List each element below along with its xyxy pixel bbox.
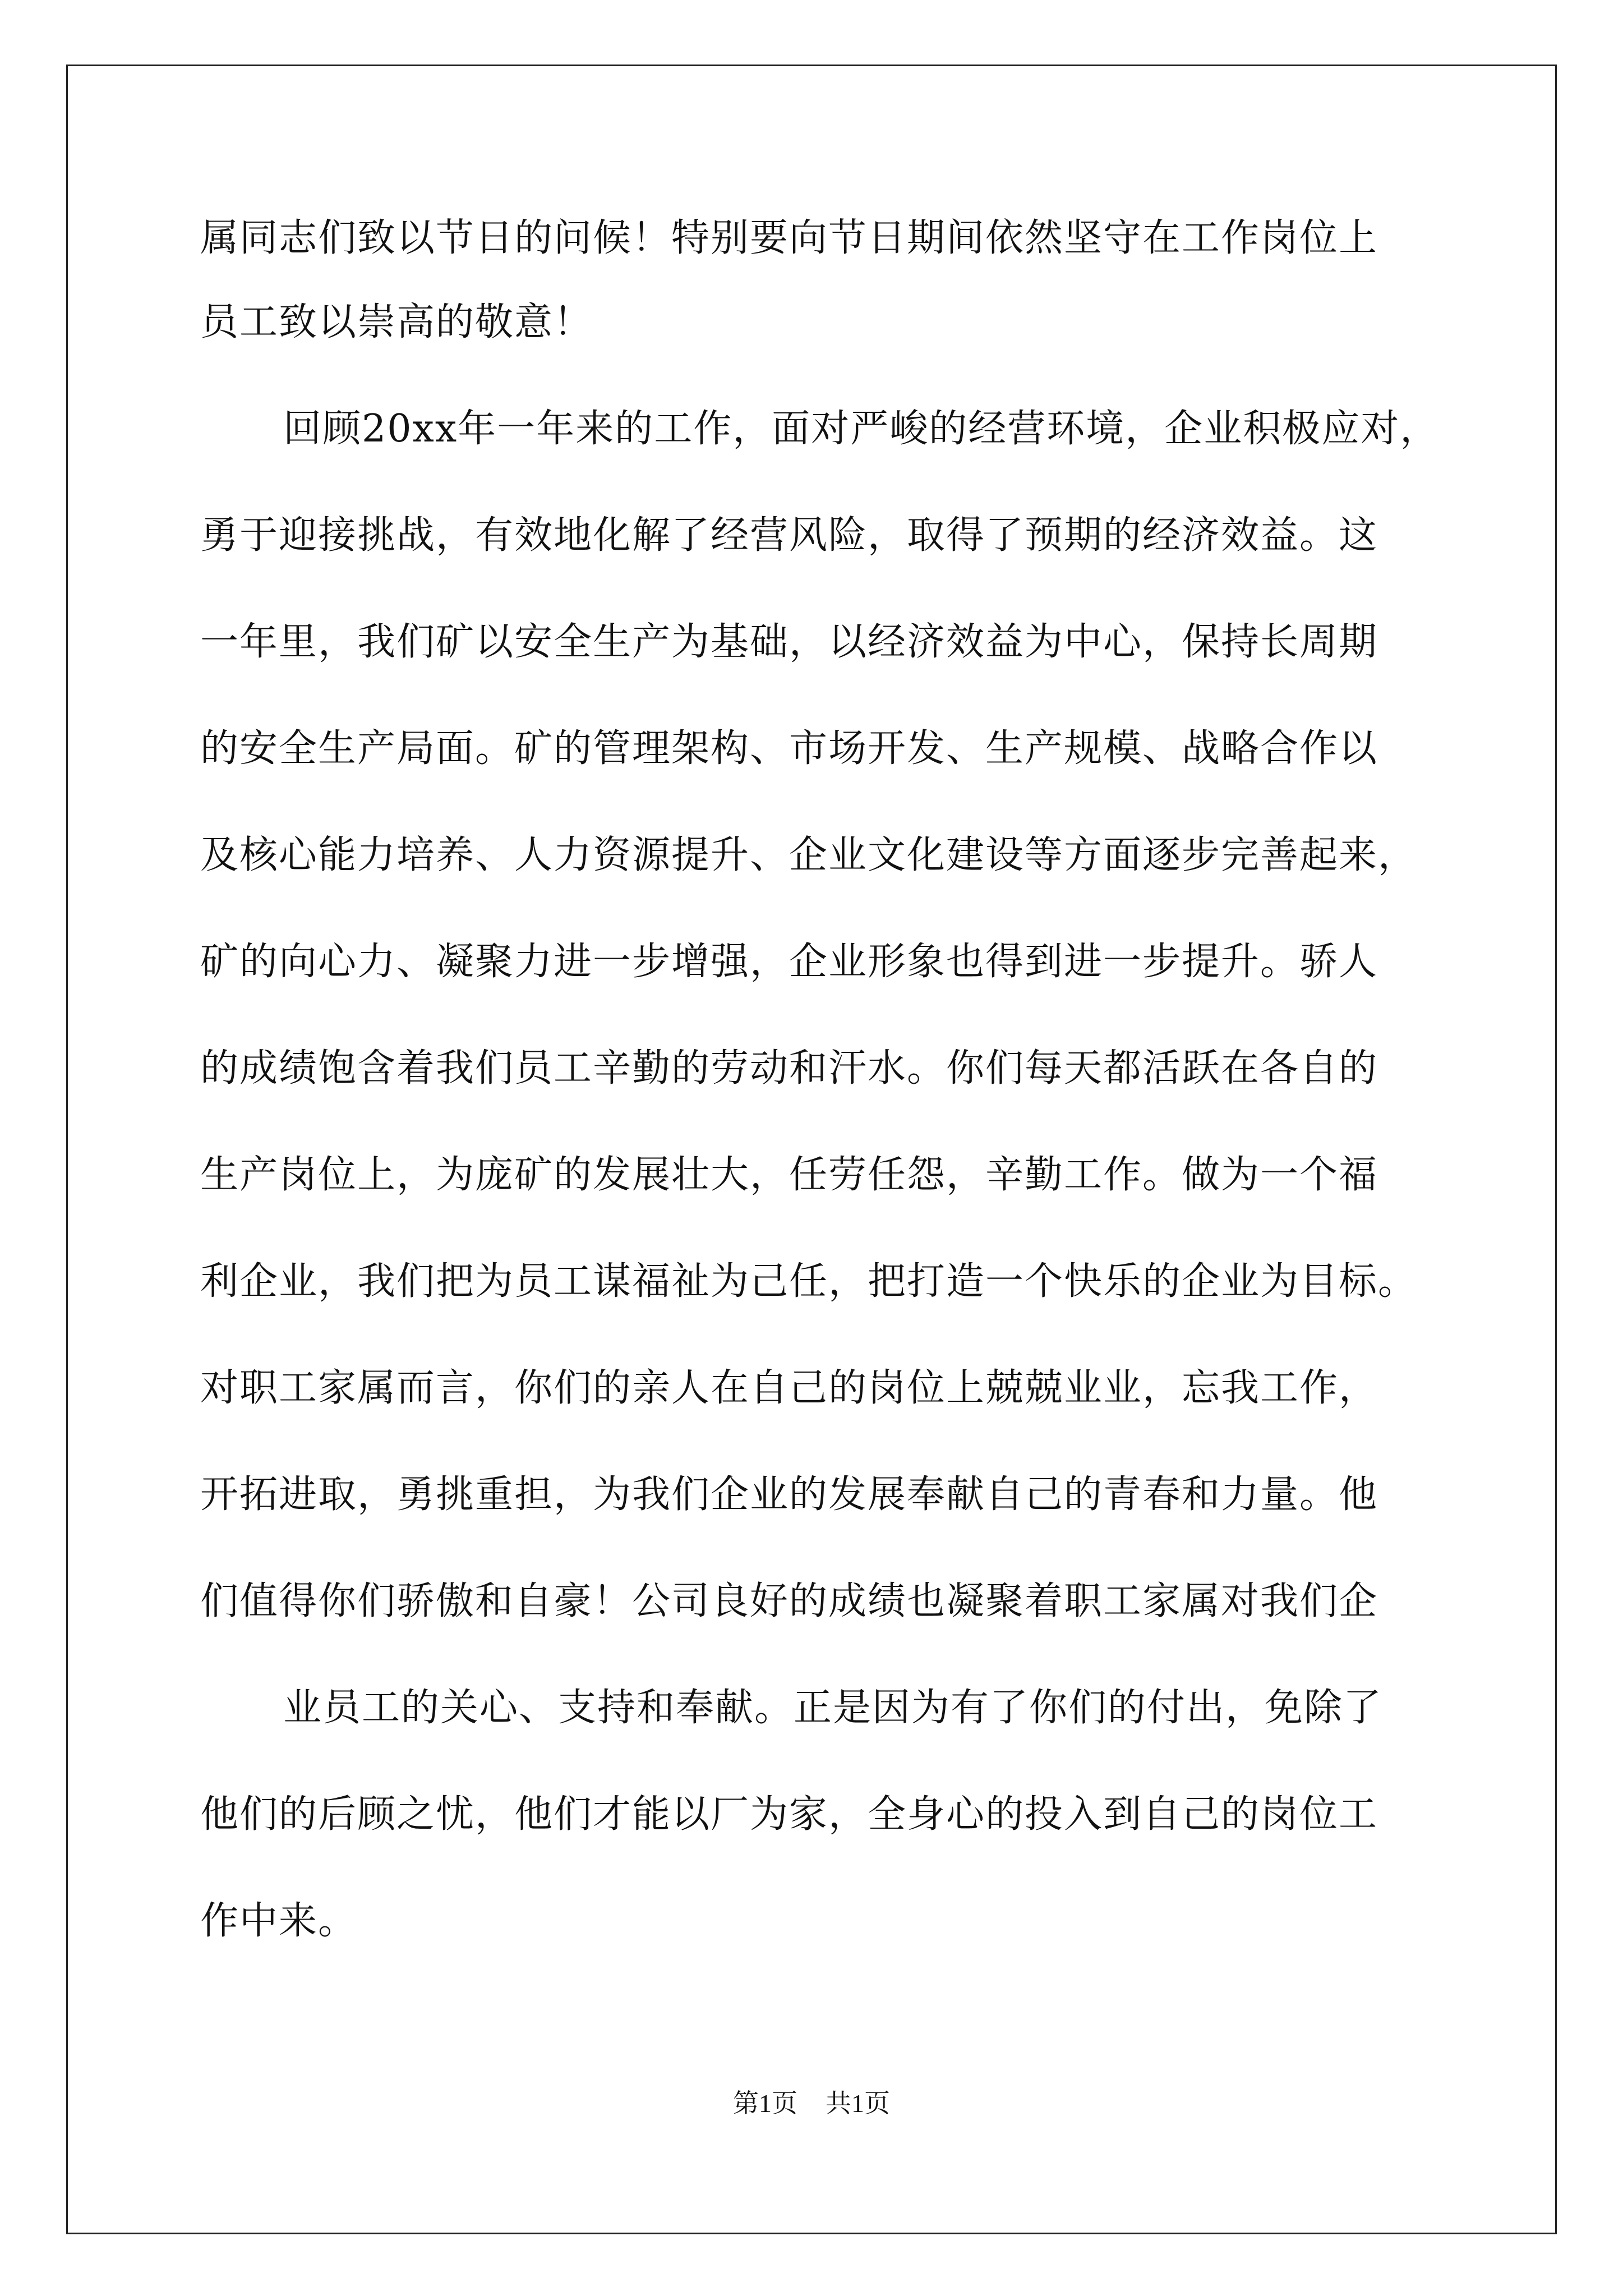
body-line-11: 利企业，我们把为员工谋福祉为己任，把打造一个快乐的企业为目标。 <box>200 1259 1418 1304</box>
body-line-1: 属同志们致以节日的问候！特别要向节日期间依然坚守在工作岗位上 <box>200 216 1378 260</box>
body-line-8: 矿的向心力、凝聚力进一步增强，企业形象也得到进一步提升。骄人 <box>200 940 1378 984</box>
page-total: 共1页 <box>826 2089 890 2118</box>
body-line-15: 业员工的关心、支持和奉献。正是因为有了你们的付出，免除了 <box>283 1686 1383 1730</box>
body-line-2: 员工致以崇高的敬意！ <box>200 300 593 344</box>
body-line-6: 的安全生产局面。矿的管理架构、市场开发、生产规模、战略合作以 <box>200 726 1378 771</box>
body-line-14: 们值得你们骄傲和自豪！公司良好的成绩也凝聚着职工家属对我们企 <box>200 1579 1378 1623</box>
body-line-4: 勇于迎接挑战，有效地化解了经营风险，取得了预期的经济效益。这 <box>200 513 1378 558</box>
body-line-3: 回顾20xx年一年来的工作，面对严峻的经营环境，企业积极应对， <box>283 407 1440 451</box>
body-line-16: 他们的后顾之忧，他们才能以厂为家，全身心的投入到自己的岗位工 <box>200 1792 1378 1837</box>
page-number: 第1页 <box>733 2089 797 2118</box>
body-line-5: 一年里，我们矿以安全生产为基础，以经济效益为中心，保持长周期 <box>200 620 1378 664</box>
body-line-13: 开拓进取，勇挑重担，为我们企业的发展奉献自己的青春和力量。他 <box>200 1473 1378 1517</box>
body-line-12: 对职工家属而言，你们的亲人在自己的岗位上兢兢业业，忘我工作， <box>200 1366 1378 1410</box>
body-line-10: 生产岗位上，为庞矿的发展壮大，任劳任怨，辛勤工作。做为一个福 <box>200 1153 1378 1197</box>
body-line-17: 作中来。 <box>200 1899 358 1943</box>
body-line-9: 的成绩饱含着我们员工辛勤的劳动和汗水。你们每天都活跃在各自的 <box>200 1046 1378 1091</box>
page-footer <box>0 2088 1623 2119</box>
body-line-7: 及核心能力培养、人力资源提升、企业文化建设等方面逐步完善起来， <box>200 833 1418 877</box>
